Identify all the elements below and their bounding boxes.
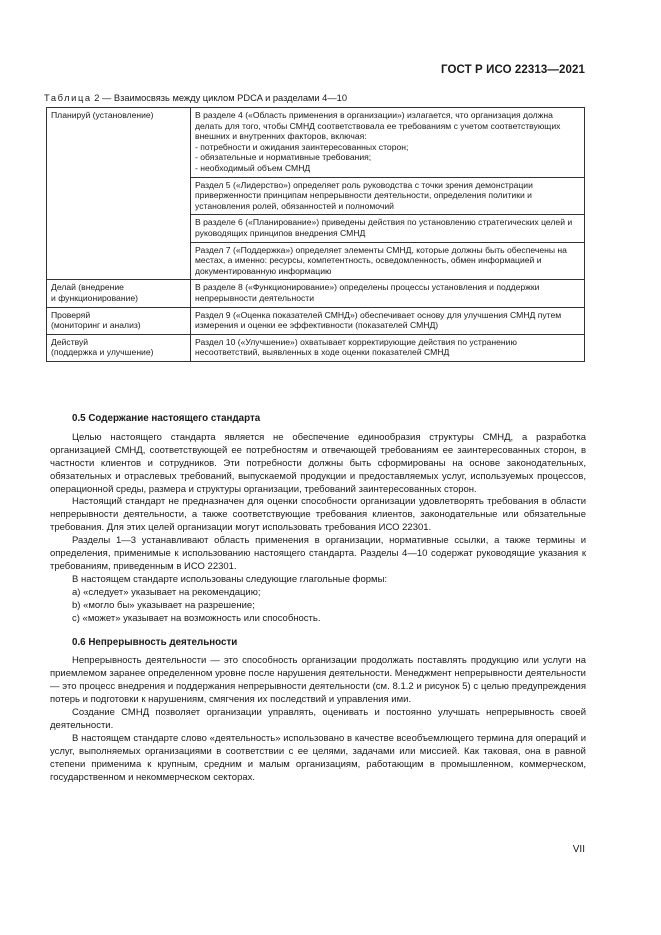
paragraph: В настоящем стандарте слово «деятельность» использовано в качестве всеобъемлющего термина для операций и услуг, выполняемых организациями в соответствии с ее целями, задачами или миссией. Как таковая, она в равной степени применима к крупным, средним и малым организациям, работающим в промышленном, коммерческом, государственном и некоммерческом секторах. xyxy=(50,732,586,783)
paragraph: В настоящем стандарте использованы следующие глагольные формы: xyxy=(72,573,388,585)
phase-label: Проверяй xyxy=(51,309,91,320)
phase-cell-check xyxy=(47,307,191,334)
table-row xyxy=(47,334,585,361)
description-cell: Раздел 10 («Улучшение») охватывает корректирующие действия по устранению несоответствий, выявленных в ходе оценки показателей СМНД xyxy=(191,334,585,361)
table-caption xyxy=(44,93,347,103)
phase-cell-do xyxy=(47,280,191,307)
description-text: В разделе 4 («Область применения в организации») излагается, что организация должна делать для того, чтобы СМНД соответствовала ее требованиям с учетом соответствующих внешних и внутренних факторов, включая: xyxy=(195,110,561,142)
section-heading-0-5: 0.5 Содержание настоящего стандарта xyxy=(72,413,261,424)
paragraph: Разделы 1—3 устанавливают область применения в организации, нормативные ссылки, а также термины и определения, применимые к использованию настоящего стандарта. Разделы 4—10 содержат руководящие указания к требованиям, приведенным в ИСО 22301. xyxy=(50,535,586,572)
phase-label: (мониторинг и анализ) xyxy=(51,320,141,331)
description-cell xyxy=(191,108,585,178)
description-cell: В разделе 6 («Планирование») приведены действия по установлению стратегических целей и руководящих принципов внедрения СМНД xyxy=(191,215,585,242)
phase-label: (поддержка и улучшение) xyxy=(51,347,154,358)
phase-label: Делай (внедрение xyxy=(51,282,124,293)
phase-label: Действуй xyxy=(51,336,89,347)
description-cell: Раздел 7 («Поддержка») определяет элементы СМНД, которые должны быть обеспечены на местах, а именно: ресурсы, компетентность, осведомленность, обмен информацией и документированную информацию xyxy=(191,242,585,280)
paragraph: Целью настоящего стандарта является не обеспечение единообразия структуры СМНД, а разработка организацией СМНД, соответствующей ее потребностям и отвечающей требованиям ее заинтересованных сторон, в частности клиентов и сотрудников. Эти потребности должны быть сформированы на основе законодательных, обязательных и отраслевых требований, выпускаемой продукции и предоставляемых услуг, используемых процессов, операционной среды, размера и структуры организации, требований заинтересованных сторон. xyxy=(50,431,586,495)
section-heading-0-6: 0.6 Непрерывность деятельности xyxy=(72,636,238,648)
page-number: VII xyxy=(572,844,585,855)
body-content xyxy=(50,413,586,784)
pdca-table xyxy=(46,107,585,362)
paragraph: Непрерывность деятельности — это способность организации продолжать поставлять продукцию или услуги на приемлемом заранее определенном уровне после нарушения деятельности. Менеджмент непрерывности деятельности — это процесс внедрения и поддержания непрерывности деятельности (см. 8.1.2 и рисунок 5) с целью предупреждения потерь и подготовки к нарушениям, смягчения их последствий и управления ими. xyxy=(50,655,586,706)
table-caption-prefix: Таблица xyxy=(44,93,92,103)
table-row xyxy=(47,108,585,178)
paragraph: Создание СМНД позволяет организации управлять, оценивать и постоянно улучшать непрерывность своей деятельности. xyxy=(50,707,586,731)
list-item: - потребности и ожидания заинтересованных сторон; xyxy=(195,141,409,152)
description-cell: Раздел 5 («Лидерство») определяет роль руководства с точки зрения демонстрации приверженности принципам непрерывности деятельности, определения политики и установления ролей, обязанностей и полномочий xyxy=(191,177,585,215)
list-item: b) «могло бы» указывает на разрешение; xyxy=(72,599,255,611)
list-item: a) «следует» указывает на рекомендацию; xyxy=(72,586,261,598)
phase-cell-act xyxy=(47,334,191,361)
table-row xyxy=(47,280,585,307)
phase-cell-plan: Планируй (установление) xyxy=(47,108,191,280)
list-item: c) «может» указывает на возможность или способность. xyxy=(72,612,321,624)
phase-label: и функционирование) xyxy=(51,292,139,303)
description-cell: В разделе 8 («Функционирование») определены процессы установления и поддержки непрерывности деятельности xyxy=(191,280,585,307)
paragraph: Настоящий стандарт не предназначен для оценки способности организации удовлетворять требования в области непрерывности деятельности, а также соответствующие требования клиентов, законодательные или обязательные требования. Для этих целей организации могут использовать требования ИСО 22301. xyxy=(50,496,586,534)
table-row xyxy=(47,307,585,334)
list-item: - обязательные и нормативные требования; xyxy=(195,152,372,163)
table-caption-title: 2 — Взаимосвязь между циклом PDCA и разделами 4—10 xyxy=(91,93,347,103)
list-item: - необходимый объем СМНД xyxy=(195,162,311,173)
standard-header: ГОСТ Р ИСО 22313—2021 xyxy=(440,64,585,76)
description-cell: Раздел 9 («Оценка показателей СМНД») обеспечивает основу для улучшения СМНД путем измерения и оценки ее эффективности (показателей СМНД) xyxy=(191,307,585,334)
